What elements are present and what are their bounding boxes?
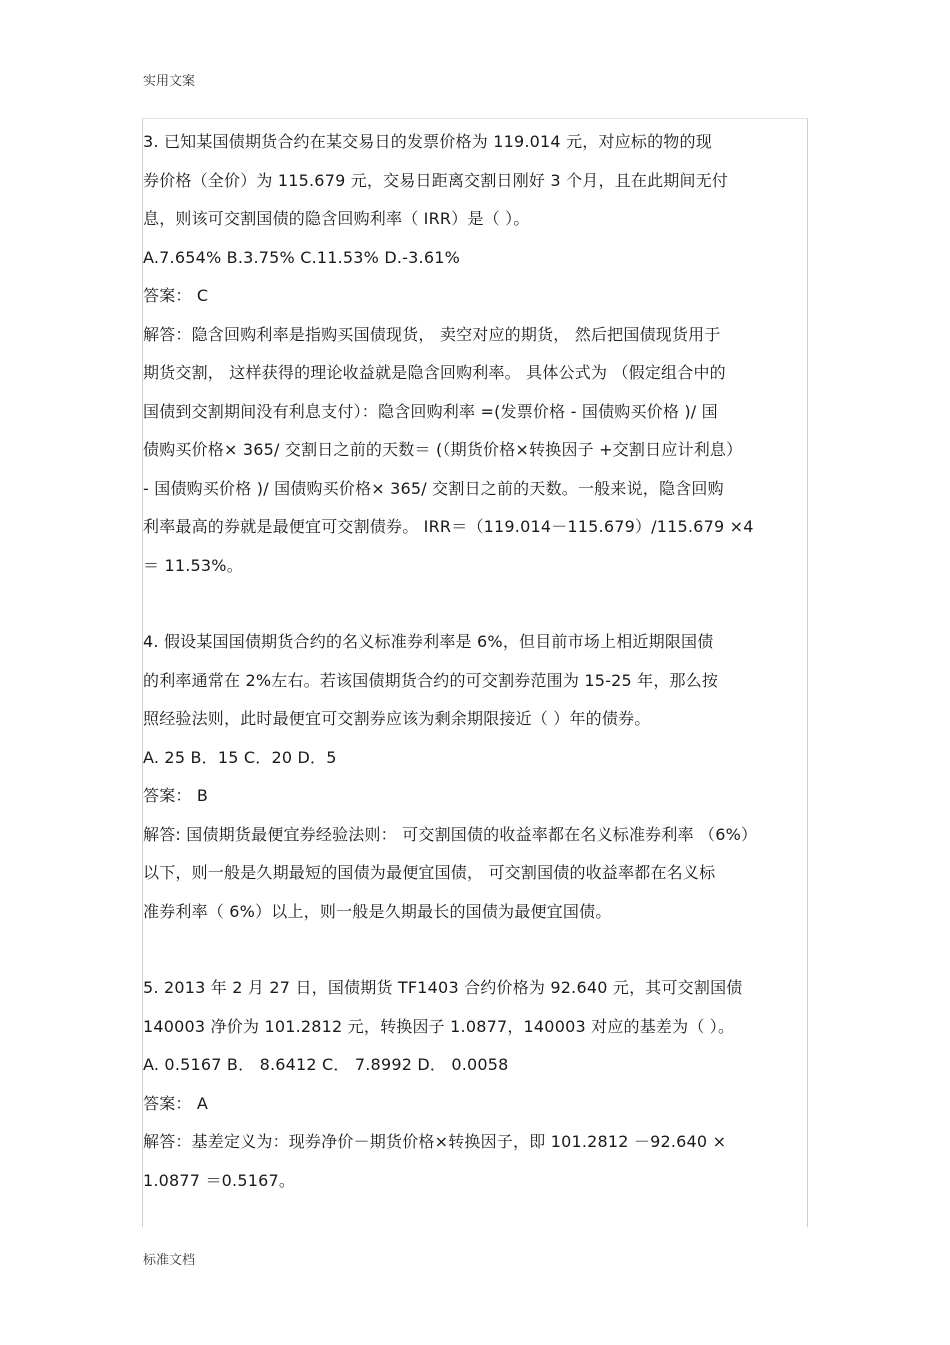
question-options: A.7.654% B.3.75% C.11.53% D.-3.61% (143, 247, 460, 267)
section-spacer (143, 931, 811, 969)
question-text-line: 140003 净价为 101.2812 元，转换因子 1.0877，140003 对应的基差为（ ）。 (143, 1016, 735, 1036)
explanation-line: 债购买价格× 365/ 交割日之前的天数＝ (（期货价格×转换因子 +交割日应计利息） (143, 440, 743, 459)
page-header: 实用文案 (143, 74, 196, 89)
explanation-line: 解答：隐含回购利率是指购买国债现货， 卖空对应的期货， 然后把国债现货用于 (143, 324, 721, 344)
explanation-line: 利率最高的券就是最便宜可交割债券。 IRR＝（119.014－115.679）/115.679 ×4 (143, 517, 754, 536)
question-text-line: 4. 假设某国国债期货合约的名义标准券利率是 6%，但目前市场上相近期限国债 (143, 632, 714, 651)
question-text-line: 照经验法则，此时最便宜可交割券应该为剩余期限接近（ ）年的债券。 (143, 709, 651, 728)
explanation-line: 以下，则一般是久期最短的国债为最便宜国债， 可交割国债的收益率都在名义标 (143, 863, 716, 882)
question-answer: 答案： B (143, 786, 209, 805)
question-answer: 答案： C (143, 286, 209, 305)
question-options: A. 25 B．15 C．20 D．5 (143, 747, 337, 767)
question-text-line: 5. 2013 年 2 月 27 日，国债期货 TF1403 合约价格为 92.640 元，其可交割国债 (143, 978, 743, 997)
explanation-line: 1.0877 ＝0.5167。 (143, 1170, 296, 1190)
page-footer: 标准文档 (143, 1253, 196, 1268)
explanation-line: 期货交割， 这样获得的理论收益就是隐含回购利率。 具体公式为 （假定组合中的 (143, 363, 726, 382)
question-text-line: 券价格（全价）为 115.679 元，交易日距离交割日刚好 3 个月，且在此期间无付 (143, 170, 729, 190)
question-answer: 答案： A (143, 1093, 209, 1113)
question-text-line: 的利率通常在 2%左右。若该国债期货合约的可交割券范围为 15-25 年，那么按 (143, 670, 719, 690)
explanation-line: 解答: 国债期货最便宜券经验法则： 可交割国债的收益率都在名义标准券利率 （6%） (143, 824, 758, 844)
explanation-line: 国债到交割期间没有利息支付）：隐含回购利率 =(发票价格 - 国债购买价格 )/ 国 (143, 401, 718, 421)
question-text-line: 息，则该可交割国债的隐含回购利率（ IRR）是（ ）。 (143, 209, 530, 228)
question-4 (143, 623, 811, 931)
question-options: A. 0.5167 B． 8.6412 C． 7.8992 D． 0.0058 (143, 1055, 509, 1074)
question-3 (143, 123, 811, 585)
question-text-line: 3. 已知某国债期货合约在某交易日的发票价格为 119.014 元，对应标的物的现 (143, 132, 712, 151)
question-5 (143, 969, 811, 1200)
explanation-line: - 国债购买价格 )/ 国债购买价格× 365/ 交割日之前的天数。一般来说，隐含回购 (143, 478, 724, 498)
section-spacer (143, 585, 811, 623)
explanation-line: ＝ 11.53%。 (143, 555, 243, 575)
explanation-line: 准券利率（ 6%）以上，则一般是久期最长的国债为最便宜国债。 (143, 901, 612, 921)
explanation-line: 解答：基差定义为：现券净价－期货价格×转换因子，即 101.2812 －92.640 × (143, 1132, 727, 1151)
document-body (143, 123, 811, 1200)
